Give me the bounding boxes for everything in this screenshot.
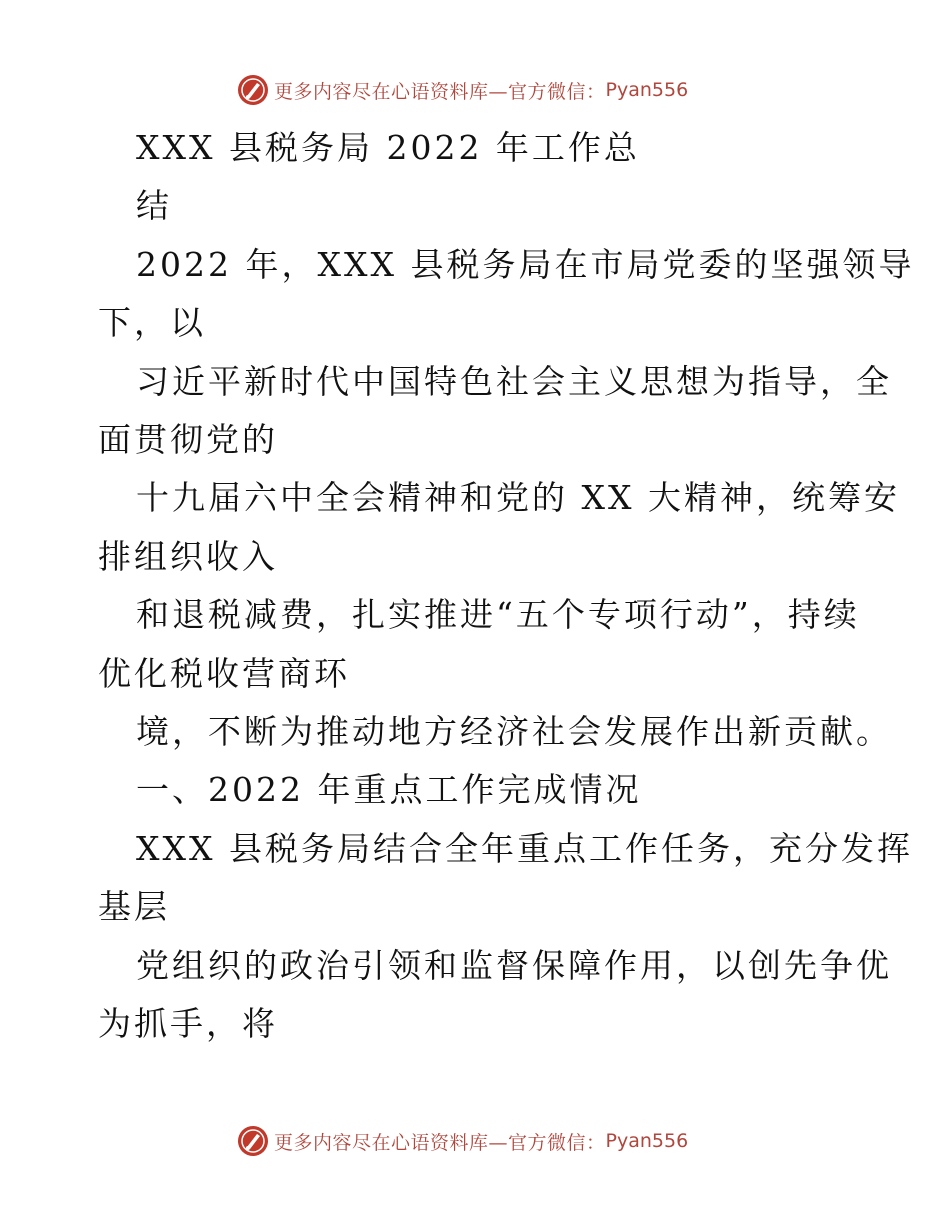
- doc-title-line-1: XXX 县税务局 2022 年工作总: [136, 128, 640, 167]
- watermark-text: 更多内容尽在心语资料库—官方微信：: [274, 1131, 606, 1154]
- doc-line: 为抓手，将: [98, 1004, 278, 1043]
- header-watermark: [236, 73, 688, 107]
- footer-watermark: [236, 1124, 688, 1158]
- doc-line: 和退税减费，扎实推进“五个专项行动”，持续: [136, 595, 860, 634]
- doc-line: 下，以: [98, 303, 206, 342]
- section-heading: 一、2022 年重点工作完成情况: [136, 770, 642, 809]
- wax-seal-logo-icon: [236, 73, 270, 107]
- wax-seal-logo-icon: [236, 1124, 270, 1158]
- doc-line: 2022 年，XXX 县税务局在市局党委的坚强领导: [136, 245, 915, 284]
- doc-line: 优化税收营商环: [98, 654, 350, 693]
- doc-title-line-2: 结: [136, 186, 172, 225]
- doc-line: 十九届六中全会精神和党的 XX 大精神，统筹安: [136, 478, 900, 517]
- doc-line: 基层: [98, 887, 170, 926]
- doc-line: 面贯彻党的: [98, 420, 278, 459]
- watermark-wechat-id: Pyan556: [605, 79, 689, 101]
- doc-line: 习近平新时代中国特色社会主义思想为指导，全: [136, 362, 892, 401]
- doc-line: 排组织收入: [98, 537, 278, 576]
- doc-line: 党组织的政治引领和监督保障作用，以创先争优: [136, 946, 892, 985]
- watermark-wechat-id: Pyan556: [605, 1130, 689, 1152]
- doc-line: 境，不断为推动地方经济社会发展作出新贡献。: [136, 712, 892, 751]
- watermark-text: 更多内容尽在心语资料库—官方微信：: [274, 80, 606, 103]
- doc-line: XXX 县税务局结合全年重点工作任务，充分发挥: [136, 829, 913, 868]
